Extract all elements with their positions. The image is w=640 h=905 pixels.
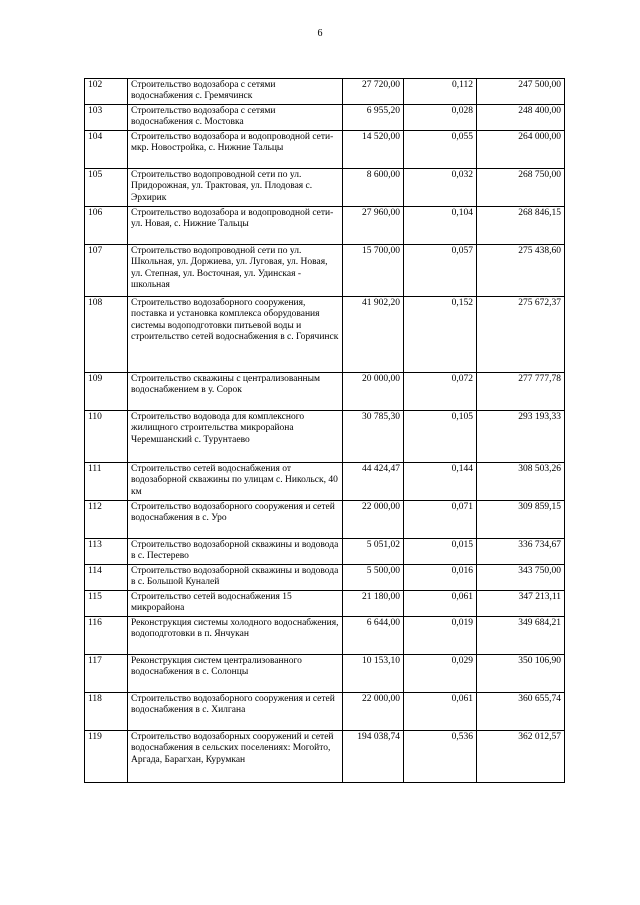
page-number: 6 xyxy=(317,28,323,39)
project-cost: 8 600,00 xyxy=(343,169,404,207)
project-cost: 6 644,00 xyxy=(343,617,404,655)
project-name: Строительство скважины с централизованным водоснабжением в у. Сорок xyxy=(128,373,343,411)
project-cost: 194 038,74 xyxy=(343,731,404,783)
table-row xyxy=(85,105,565,131)
project-share: 0,104 xyxy=(404,207,477,245)
table-row xyxy=(85,731,565,783)
project-cost: 30 785,30 xyxy=(343,411,404,463)
table-row xyxy=(85,617,565,655)
project-total: 275 438,60 xyxy=(477,245,565,297)
project-share: 0,057 xyxy=(404,245,477,297)
project-total: 248 400,00 xyxy=(477,105,565,131)
row-number: 115 xyxy=(85,591,128,617)
project-name: Строительство водозаборного сооружения и сетей водоснабжения в с. Уро xyxy=(128,501,343,539)
project-cost: 27 960,00 xyxy=(343,207,404,245)
project-share: 0,061 xyxy=(404,693,477,731)
project-share: 0,029 xyxy=(404,655,477,693)
project-cost: 15 700,00 xyxy=(343,245,404,297)
project-cost: 44 424,47 xyxy=(343,463,404,501)
project-cost: 27 720,00 xyxy=(343,79,404,105)
project-cost: 6 955,20 xyxy=(343,105,404,131)
table-row xyxy=(85,501,565,539)
table-row xyxy=(85,565,565,591)
row-number: 109 xyxy=(85,373,128,411)
project-name: Строительство водопроводной сети по ул. Школьная, ул. Доржиева, ул. Луговая, ул. Новая, ул. Степная, ул. Восточная, ул. Удинская - школьная xyxy=(128,245,343,297)
table-row xyxy=(85,245,565,297)
row-number: 117 xyxy=(85,655,128,693)
project-total: 268 846,15 xyxy=(477,207,565,245)
row-number: 118 xyxy=(85,693,128,731)
project-cost: 20 000,00 xyxy=(343,373,404,411)
row-number: 108 xyxy=(85,297,128,373)
table-row xyxy=(85,79,565,105)
project-name: Строительство водозаборного сооружения, поставка и установка комплекса оборудования системы водоподготовки питьевой воды и строительство сетей водоснабжения в с. Горячинск xyxy=(128,297,343,373)
project-name: Строительство водозабора и водопроводной сети-мкр. Новостройка, с. Нижние Тальцы xyxy=(128,131,343,169)
project-share: 0,015 xyxy=(404,539,477,565)
project-name: Реконструкция системы холодного водоснабжения, водоподготовки в п. Янчукан xyxy=(128,617,343,655)
project-total: 264 000,00 xyxy=(477,131,565,169)
project-total: 336 734,67 xyxy=(477,539,565,565)
table-row xyxy=(85,655,565,693)
row-number: 110 xyxy=(85,411,128,463)
project-share: 0,032 xyxy=(404,169,477,207)
project-name: Строительство водозабора и водопроводной сети-ул. Новая, с. Нижние Тальцы xyxy=(128,207,343,245)
project-share: 0,028 xyxy=(404,105,477,131)
row-number: 106 xyxy=(85,207,128,245)
project-name: Строительство водозабора с сетями водоснабжения с. Гремячинск xyxy=(128,79,343,105)
table-row xyxy=(85,297,565,373)
project-total: 349 684,21 xyxy=(477,617,565,655)
project-cost: 5 051,02 xyxy=(343,539,404,565)
table-row xyxy=(85,411,565,463)
project-share: 0,105 xyxy=(404,411,477,463)
project-name: Строительство водозабора с сетями водоснабжения с. Мостовка xyxy=(128,105,343,131)
project-name: Строительство водозаборной скважины и водовода в с. Большой Куналей xyxy=(128,565,343,591)
project-name: Строительство водовода для комплексного жилищного строительства микрорайона Черемшанский с. Турунтаево xyxy=(128,411,343,463)
project-share: 0,055 xyxy=(404,131,477,169)
projects-table xyxy=(84,78,565,783)
project-name: Строительство водозаборного сооружения и сетей водоснабжения в с. Хилгана xyxy=(128,693,343,731)
table-row xyxy=(85,373,565,411)
row-number: 113 xyxy=(85,539,128,565)
project-share: 0,112 xyxy=(404,79,477,105)
project-total: 347 213,11 xyxy=(477,591,565,617)
table-row xyxy=(85,591,565,617)
row-number: 119 xyxy=(85,731,128,783)
row-number: 114 xyxy=(85,565,128,591)
row-number: 116 xyxy=(85,617,128,655)
project-total: 343 750,00 xyxy=(477,565,565,591)
project-cost: 22 000,00 xyxy=(343,693,404,731)
project-cost: 5 500,00 xyxy=(343,565,404,591)
table-row xyxy=(85,463,565,501)
project-total: 247 500,00 xyxy=(477,79,565,105)
project-total: 362 012,57 xyxy=(477,731,565,783)
table-row xyxy=(85,539,565,565)
table-row xyxy=(85,131,565,169)
project-share: 0,144 xyxy=(404,463,477,501)
project-name: Строительство водозаборной скважины и водовода в с. Пестерево xyxy=(128,539,343,565)
project-share: 0,072 xyxy=(404,373,477,411)
row-number: 105 xyxy=(85,169,128,207)
project-share: 0,061 xyxy=(404,591,477,617)
row-number: 104 xyxy=(85,131,128,169)
project-share: 0,016 xyxy=(404,565,477,591)
project-total: 277 777,78 xyxy=(477,373,565,411)
project-cost: 10 153,10 xyxy=(343,655,404,693)
table-row xyxy=(85,693,565,731)
project-cost: 21 180,00 xyxy=(343,591,404,617)
project-cost: 22 000,00 xyxy=(343,501,404,539)
row-number: 107 xyxy=(85,245,128,297)
project-total: 293 193,33 xyxy=(477,411,565,463)
table-row xyxy=(85,169,565,207)
project-total: 275 672,37 xyxy=(477,297,565,373)
project-share: 0,019 xyxy=(404,617,477,655)
project-name: Реконструкция систем централизованного водоснабжения в с. Солонцы xyxy=(128,655,343,693)
project-cost: 14 520,00 xyxy=(343,131,404,169)
project-share: 0,071 xyxy=(404,501,477,539)
project-name: Строительство водозаборных сооружений и сетей водоснабжения в сельских поселениях: Могойто, Аргада, Барагхан, Курумкан xyxy=(128,731,343,783)
row-number: 102 xyxy=(85,79,128,105)
project-cost: 41 902,20 xyxy=(343,297,404,373)
row-number: 111 xyxy=(85,463,128,501)
project-share: 0,536 xyxy=(404,731,477,783)
project-name: Строительство сетей водоснабжения 15 микрорайона xyxy=(128,591,343,617)
project-name: Строительство водопроводной сети по ул. Придорожная, ул. Трактовая, ул. Плодовая с. Эрхирик xyxy=(128,169,343,207)
project-total: 360 655,74 xyxy=(477,693,565,731)
project-total: 350 106,90 xyxy=(477,655,565,693)
project-name: Строительство сетей водоснабжения от водозаборной скважины по улицам с. Никольск, 40 км xyxy=(128,463,343,501)
project-total: 309 859,15 xyxy=(477,501,565,539)
row-number: 112 xyxy=(85,501,128,539)
row-number: 103 xyxy=(85,105,128,131)
project-share: 0,152 xyxy=(404,297,477,373)
table-row xyxy=(85,207,565,245)
project-total: 308 503,26 xyxy=(477,463,565,501)
project-total: 268 750,00 xyxy=(477,169,565,207)
